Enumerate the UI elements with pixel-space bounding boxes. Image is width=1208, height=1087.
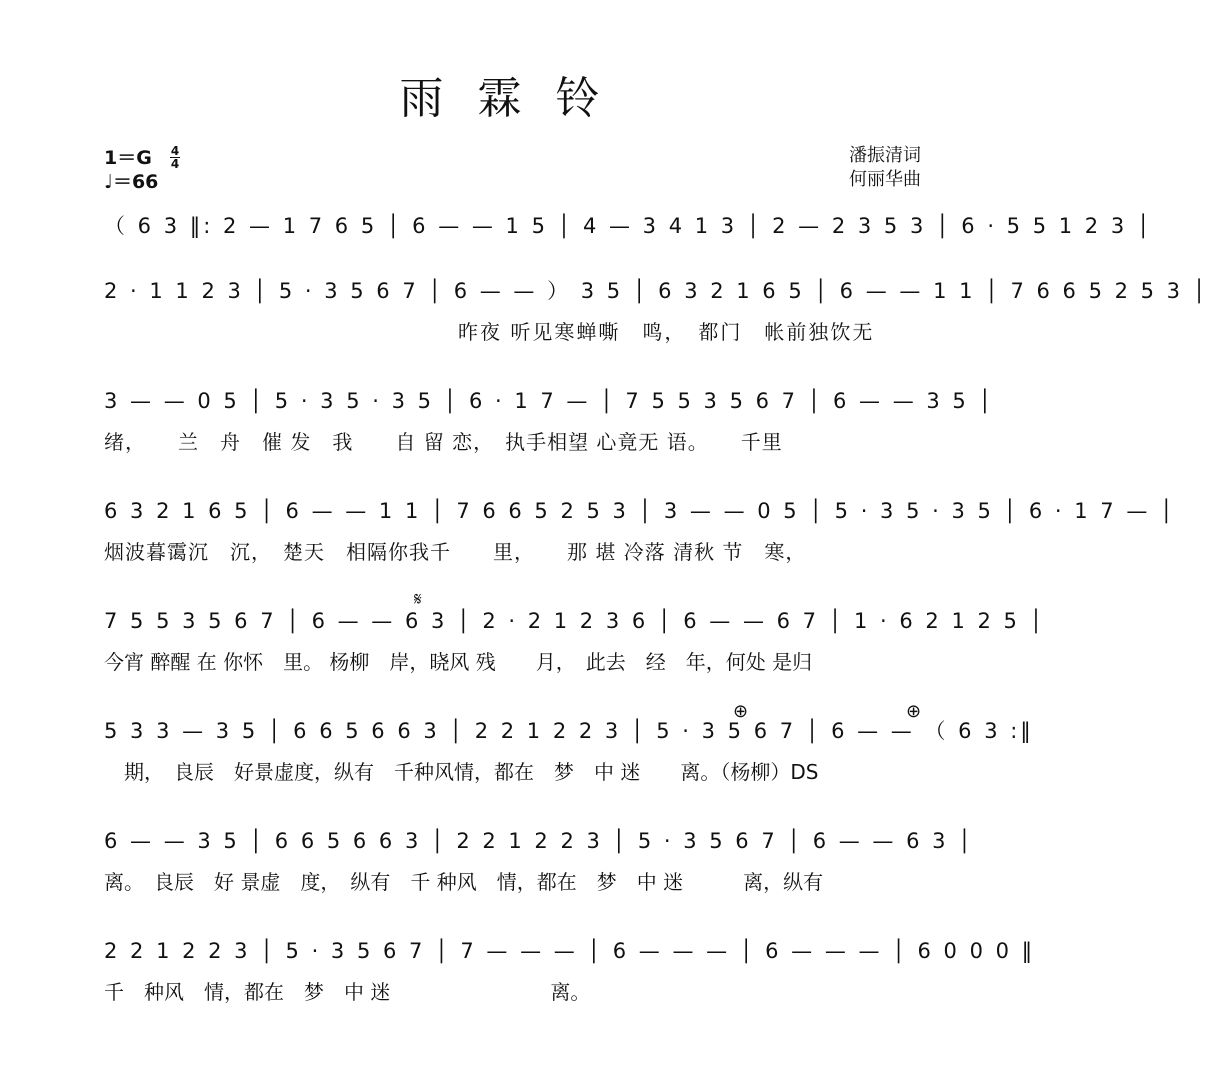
notation-line: 6 — — 3 5 │ 6 6 5 6 6 3 │ 2 2 1 2 2 3 │ 5 · 3 5 6 7 │ 6 — — 6 3 │ (104, 829, 974, 853)
lyrics-line: 昨夜 听见寒蝉嘶 鸣， 都门 帐前独饮无 (458, 320, 875, 344)
lyrics-line: 今宵 醉醒 在 你怀 里。 杨柳 岸，晓风 残 月， 此去 经 年，何处 是归 (104, 650, 813, 674)
tempo-mark: ♩＝66 (104, 171, 159, 193)
song-title: 雨霖铃 (399, 73, 634, 124)
notation-line: 2 2 1 2 2 3 │ 5 · 3 5 6 7 │ 7 — — — │ 6 — — — │ 6 — — — │ 6 0 0 0 ‖ (104, 939, 1036, 963)
notation-line: （ 6 3 ‖: 2 — 1 7 6 5 │ 6 — — 1 5 │ 4 — 3 4 1 3 │ 2 — 2 3 5 3 │ 6 · 5 5 1 2 3 │ (104, 214, 1153, 238)
key-label: 1＝G (104, 147, 152, 169)
score-row-8 (0, 935, 1036, 1075)
notation-line: 6 3 2 1 6 5 │ 6 — — 1 1 │ 7 6 6 5 2 5 3 │ 3 — — 0 5 │ 5 · 3 5 · 3 5 │ 6 · 1 7 — │ (104, 499, 1176, 523)
time-numerator: 4 (170, 144, 180, 158)
segno-symbol: 𝄋 (414, 589, 422, 610)
coda-symbol-1: ⊕ (733, 701, 749, 722)
notation-line: 2 · 1 1 2 3 │ 5 · 3 5 6 7 │ 6 — — ） 3 5 │ 6 3 2 1 6 5 │ 6 — — 1 1 │ 7 6 6 5 2 5 3 │ (104, 279, 1208, 303)
time-denominator: 4 (170, 157, 180, 171)
key-signature (104, 146, 152, 170)
lyrics-line: 千 种风 情，都在 梦 中 迷 离。 (104, 980, 591, 1004)
notation-line: 5 3 3 — 3 5 │ 6 6 5 6 6 3 │ 2 2 1 2 2 3 │ 5 · 3 5 6 7 │ 6 — — （ 6 3 :‖ (104, 719, 1034, 743)
lyricist-credit: 潘振清词 (849, 145, 921, 166)
lyrics-line: 绪， 兰 舟 催 发 我 自 留 恋， 执手相望 心竟无 语。 千里 (104, 430, 783, 454)
lyrics-line: 期， 良辰 好景虚度，纵有 千种风情，都在 梦 中 迷 离。（杨柳）DS (104, 760, 819, 784)
notation-line: 3 — — 0 5 │ 5 · 3 5 · 3 5 │ 6 · 1 7 — │ 7 5 5 3 5 6 7 │ 6 — — 3 5 │ (104, 389, 995, 413)
coda-symbol-2: ⊕ (906, 701, 922, 722)
lyrics-line: 烟波暮霭沉 沉， 楚天 相隔你我千 里， 那 堪 冷落 清秋 节 寒， (104, 540, 807, 564)
notation-line: 7 5 5 3 5 6 7 │ 6 — — 6 3 │ 2 · 2 1 2 3 6 │ 6 — — 6 7 │ 1 · 6 2 1 2 5 │ (104, 609, 1046, 633)
time-signature (170, 145, 180, 170)
lyrics-line: 离。 良辰 好 景虚 度， 纵有 千 种风 情，都在 梦 中 迷 离，纵有 (104, 870, 824, 894)
composer-credit: 何丽华曲 (849, 169, 921, 190)
credits (849, 144, 921, 192)
